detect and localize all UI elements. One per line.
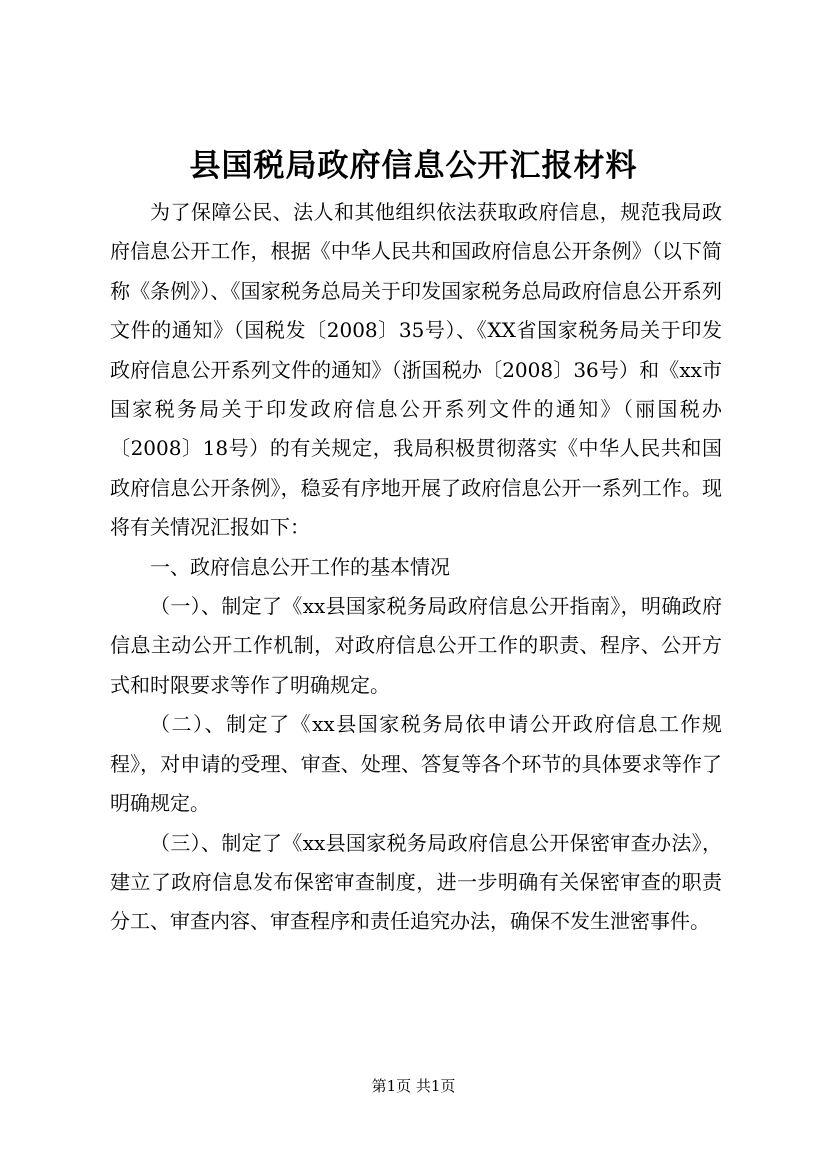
- section-heading: 一、政府信息公开工作的基本情况: [150, 554, 450, 579]
- document-body: [110, 193, 722, 942]
- item-three-paragraph: （三）、制定了《xx县国家税务局政府信息公开保密审查办法》，建立了政府信息发布保密审查制度，进一步明确有关保密审查的职责分工、审查内容、审查程序和责任追究办法，确保不发生泄密事件。: [110, 830, 722, 934]
- document-title: 县国税局政府信息公开汇报材料: [189, 148, 638, 184]
- item-two-paragraph: （二）、制定了《xx县国家税务局依申请公开政府信息工作规程》，对申请的受理、审查、处理、答复等各个环节的具体要求等作了明确规定。: [110, 712, 722, 816]
- intro-paragraph: 为了保障公民、法人和其他组织依法获取政府信息，规范我局政府信息公开工作，根据《中华人民共和国政府信息公开条例》（以下简称《条例》）、《国家税务总局关于印发国家税务总局政府信息公开系列文件的通知》（国税发〔2008〕35号）、《XX省国家税务局关于印发政府信息公开系列文件的通知》（浙国税办〔2008〕36号）和《xx市国家税务局关于印发政府信息公开系列文件的通知》（丽国税办〔2008〕18号）的有关规定，我局积极贯彻落实《中华人民共和国政府信息公开条例》，稳妥有序地开展了政府信息公开一系列工作。现将有关情况汇报如下：: [110, 200, 722, 540]
- page-number-footer: 第1页 共1页: [371, 1077, 456, 1095]
- item-one-paragraph: （一）、制定了《xx县国家税务局政府信息公开指南》，明确政府信息主动公开工作机制，对政府信息公开工作的职责、程序、公开方式和时限要求等作了明确规定。: [110, 594, 722, 697]
